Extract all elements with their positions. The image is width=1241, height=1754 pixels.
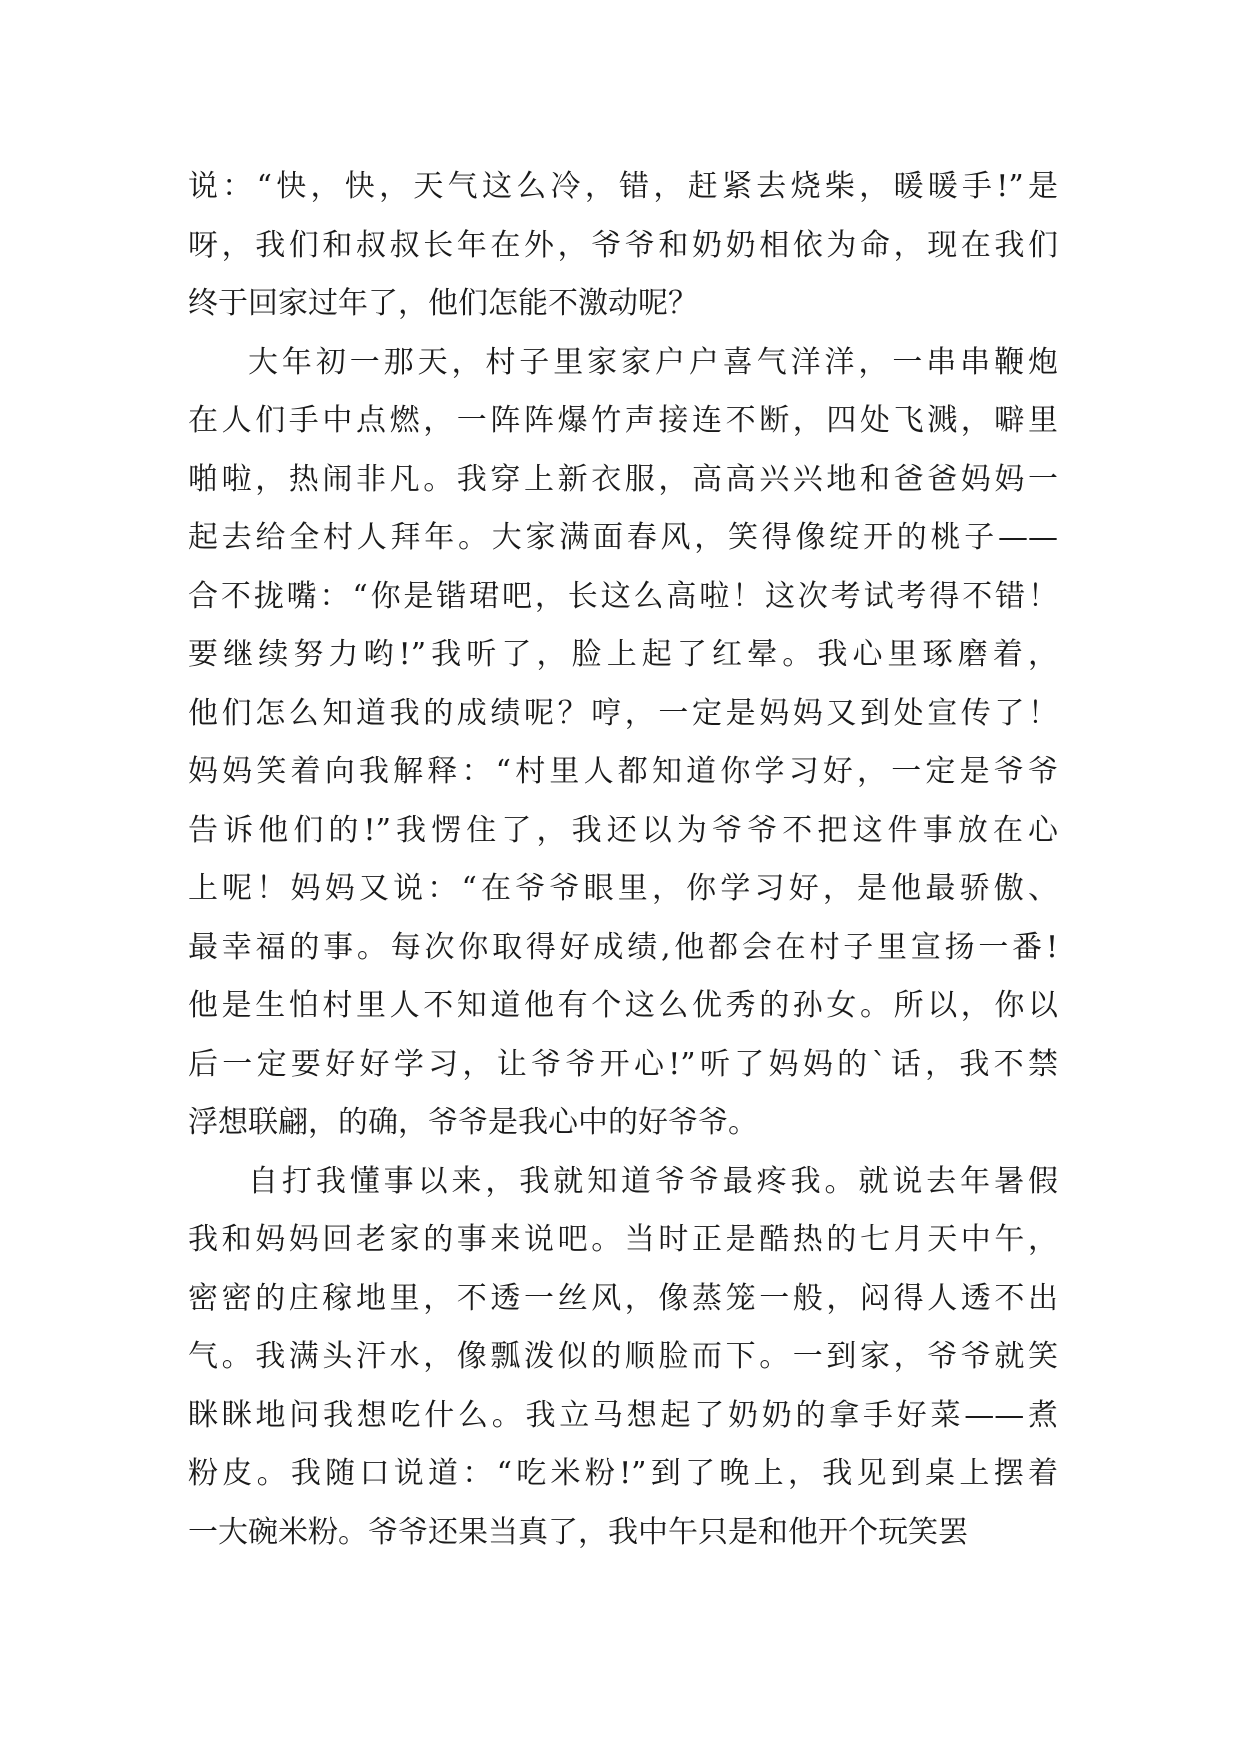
- text-line: 一大碗米粉。爷爷还果当真了，我中午只是和他开个玩笑罢: [188, 1514, 968, 1550]
- text-line: 要继续努力哟!”我听了，脸上起了红晕。我心里琢磨着，: [188, 637, 1058, 672]
- text-line: 呀，我们和叔叔长年在外，爷爷和奶奶相依为命，现在我们: [188, 227, 1058, 263]
- text-line: 最幸福的事。每次你取得好成绩,他都会在村子里宣扬一番!: [188, 929, 1058, 965]
- text-line: 大年初一那天，村子里家家户户喜气洋洋，一串串鞭炮: [248, 344, 1058, 380]
- text-line: 起去给全村人拜年。大家满面春风，笑得像绽开的桃子——: [188, 520, 1058, 555]
- text-line: 妈妈笑着向我解释：“村里人都知道你学习好，一定是爷爷: [188, 754, 1058, 789]
- text-line: 自打我懂事以来，我就知道爷爷最疼我。就说去年暑假: [248, 1163, 1058, 1199]
- text-line: 浮想联翩，的确，爷爷是我心中的好爷爷。: [188, 1105, 758, 1140]
- text-line: 他们怎么知道我的成绩呢？哼，一定是妈妈又到处宣传了！: [188, 695, 1058, 731]
- text-line: 告诉他们的!”我愣住了，我还以为爷爷不把这件事放在心: [188, 812, 1058, 848]
- text-line: 啪啦，热闹非凡。我穿上新衣服，高高兴兴地和爸爸妈妈一: [188, 461, 1058, 497]
- text-line: 说：“快，快，天气这么冷，错，赶紧去烧柴，暖暖手!”是: [188, 169, 1058, 204]
- text-line: 气。我满头汗水，像瓢泼似的顺脸而下。一到家，爷爷就笑: [188, 1339, 1058, 1374]
- text-line: 我和妈妈回老家的事来说吧。当时正是酷热的七月天中午，: [188, 1222, 1058, 1257]
- text-line: 终于回家过年了，他们怎能不激动呢？: [188, 286, 698, 321]
- text-line: 上呢！妈妈又说：“在爷爷眼里，你学习好，是他最骄傲、: [188, 871, 1058, 906]
- text-line: 粉皮。我随口说道：“吃米粉!”到了晚上，我见到桌上摆着: [188, 1456, 1058, 1491]
- text-line: 后一定要好好学习，让爷爷开心!”听了妈妈的`话，我不禁: [188, 1046, 1058, 1082]
- text-line: 密密的庄稼地里，不透一丝风，像蒸笼一般，闷得人透不出: [188, 1280, 1058, 1316]
- paragraph: [188, 334, 1058, 1153]
- body-text: [188, 158, 1058, 1562]
- text-line: 他是生怕村里人不知道他有个这么优秀的孙女。所以，你以: [188, 988, 1058, 1023]
- paragraph: [188, 158, 1058, 334]
- paragraph: [188, 1153, 1058, 1563]
- text-line: 在人们手中点燃，一阵阵爆竹声接连不断，四处飞溅，噼里: [188, 403, 1058, 438]
- text-line: 眯眯地问我想吃什么。我立马想起了奶奶的拿手好菜——煮: [188, 1397, 1058, 1433]
- text-line: 合不拢嘴：“你是锴珺吧，长这么高啦！这次考试考得不错！: [188, 578, 1058, 614]
